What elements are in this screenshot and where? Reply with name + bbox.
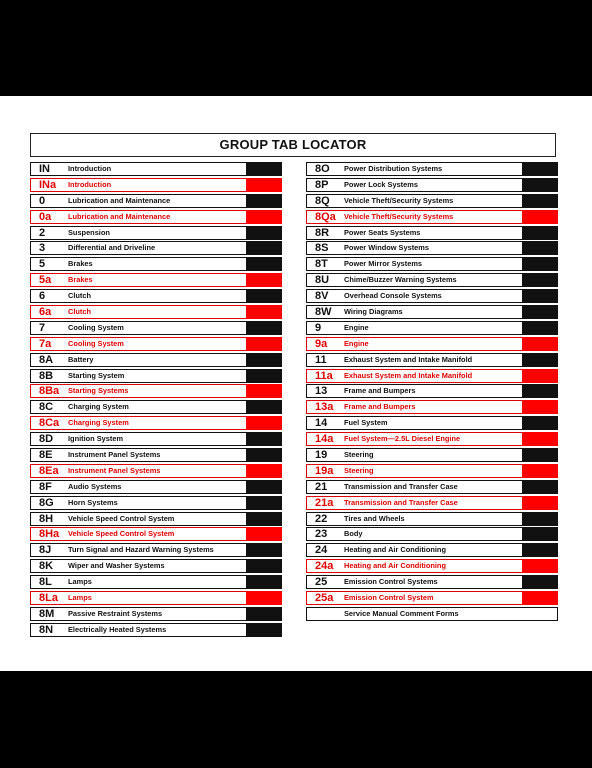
tab-marker[interactable] — [522, 543, 558, 557]
group-label: Power Seats Systems — [344, 227, 421, 237]
group-code: 6a — [39, 306, 52, 319]
group-label: Tires and Wheels — [344, 513, 405, 523]
group-code: 8Q — [315, 194, 330, 207]
group-code: 8Ha — [39, 528, 60, 541]
group-label: Transmission and Transfer Case — [344, 481, 458, 491]
tab-row[interactable] — [30, 162, 282, 176]
group-code: 9a — [315, 337, 328, 350]
tab-row[interactable] — [30, 416, 282, 430]
tab-row[interactable] — [306, 289, 558, 303]
group-code: 8U — [315, 274, 330, 287]
group-code: 21 — [315, 480, 328, 493]
group-code: 8La — [39, 592, 58, 605]
tab-row[interactable] — [30, 289, 282, 303]
tab-row[interactable] — [306, 448, 558, 462]
tab-row[interactable] — [30, 337, 282, 351]
group-label: Suspension — [68, 227, 110, 237]
tab-marker[interactable] — [522, 512, 558, 526]
group-label: Horn Systems — [68, 497, 118, 507]
group-code: 0a — [39, 210, 52, 223]
tab-marker[interactable] — [522, 448, 558, 462]
tab-row[interactable] — [30, 321, 282, 335]
group-label: Frame and Bumpers — [344, 402, 416, 412]
tab-marker[interactable] — [246, 575, 282, 589]
group-code: 23 — [315, 528, 328, 541]
tab-row[interactable] — [30, 400, 282, 414]
tab-marker[interactable] — [522, 432, 558, 446]
group-label: Lamps — [68, 593, 92, 603]
tab-marker[interactable] — [246, 384, 282, 398]
tab-marker[interactable] — [246, 289, 282, 303]
group-label: Introduction — [68, 164, 112, 173]
group-code: 3 — [39, 242, 46, 255]
group-code: 8G — [39, 496, 54, 509]
group-code: 14 — [315, 417, 328, 430]
tab-marker[interactable] — [246, 543, 282, 557]
tab-marker[interactable] — [522, 384, 558, 398]
tab-marker[interactable] — [246, 241, 282, 255]
group-code: 8B — [39, 369, 54, 382]
group-label: Service Manual Comment Forms — [344, 608, 459, 618]
tab-marker[interactable] — [522, 559, 558, 573]
tab-row[interactable] — [30, 543, 282, 557]
group-code: 8L — [39, 576, 52, 589]
group-code: 13a — [315, 401, 334, 414]
group-label: Charging System — [68, 418, 129, 428]
group-label: Lubrication and Maintenance — [68, 211, 171, 221]
tab-marker[interactable] — [246, 353, 282, 367]
group-label: Vehicle Theft/Security Systems — [344, 195, 454, 205]
group-label: Wiper and Washer Systems — [68, 561, 165, 571]
tab-row[interactable] — [30, 591, 282, 605]
group-code: 9 — [315, 321, 322, 334]
group-code: 14a — [315, 433, 334, 446]
group-code: 8Qa — [315, 210, 336, 223]
tab-marker[interactable] — [522, 257, 558, 271]
tab-row[interactable] — [30, 480, 282, 494]
tab-row[interactable] — [306, 210, 558, 224]
tab-marker[interactable] — [246, 321, 282, 335]
tab-marker[interactable] — [522, 162, 558, 176]
group-label: Vehicle Speed Control System — [68, 529, 175, 539]
group-code: 8V — [315, 290, 329, 303]
tab-row[interactable] — [306, 384, 558, 398]
group-label: Cooling System — [68, 322, 124, 332]
group-code: 8C — [39, 401, 54, 414]
tab-row[interactable] — [30, 464, 282, 478]
tab-marker[interactable] — [522, 496, 558, 510]
group-label: Power Lock Systems — [344, 179, 418, 189]
tab-marker[interactable] — [246, 607, 282, 621]
tab-marker[interactable] — [522, 194, 558, 208]
tab-marker[interactable] — [246, 432, 282, 446]
tab-row[interactable] — [30, 273, 282, 287]
group-code: 8M — [39, 607, 55, 620]
tab-marker[interactable] — [246, 257, 282, 271]
tab-row[interactable] — [306, 305, 558, 319]
tab-row[interactable] — [306, 353, 558, 367]
group-label: Starting System — [68, 370, 125, 380]
group-label: Steering — [344, 450, 374, 460]
group-code: 8J — [39, 544, 52, 557]
tab-row[interactable] — [306, 512, 558, 526]
group-label: Charging System — [68, 402, 129, 412]
tab-row[interactable] — [306, 369, 558, 383]
group-label: Exhaust System and Intake Manifold — [344, 370, 473, 380]
tab-row[interactable] — [306, 337, 558, 351]
page-title: GROUP TAB LOCATOR — [30, 133, 556, 157]
group-code: 8T — [315, 258, 328, 271]
tab-marker[interactable] — [522, 321, 558, 335]
tab-row[interactable] — [30, 527, 282, 541]
tab-row[interactable] — [30, 448, 282, 462]
group-code: 5a — [39, 274, 52, 287]
tab-row[interactable] — [30, 432, 282, 446]
tab-row[interactable] — [306, 194, 558, 208]
tab-marker[interactable] — [246, 210, 282, 224]
group-code: 8Ba — [39, 385, 60, 398]
group-code: 8Ea — [39, 464, 59, 477]
group-label: Heating and Air Conditioning — [344, 561, 446, 571]
tab-row[interactable] — [306, 527, 558, 541]
tab-marker[interactable] — [246, 178, 282, 192]
tab-row[interactable] — [306, 400, 558, 414]
tab-row[interactable] — [30, 559, 282, 573]
group-code: 8S — [315, 242, 329, 255]
tab-marker[interactable] — [522, 241, 558, 255]
tab-row[interactable] — [30, 607, 282, 621]
group-code: 8R — [315, 226, 330, 239]
tab-marker[interactable] — [522, 305, 558, 319]
document-page — [0, 96, 592, 671]
tab-row[interactable] — [30, 305, 282, 319]
tab-row[interactable] — [306, 575, 558, 589]
group-code: 8P — [315, 178, 329, 191]
tab-marker[interactable] — [522, 400, 558, 414]
group-label: Engine — [344, 322, 369, 332]
group-code: 11 — [315, 353, 327, 366]
tab-marker[interactable] — [246, 305, 282, 319]
group-code: 22 — [315, 512, 328, 525]
tab-marker[interactable] — [522, 226, 558, 240]
tab-marker[interactable] — [246, 400, 282, 414]
group-label: Turn Signal and Hazard Warning Systems — [68, 545, 214, 555]
tab-row[interactable] — [30, 257, 282, 271]
tab-row[interactable] — [30, 226, 282, 240]
tab-row[interactable] — [306, 480, 558, 494]
group-label: Lamps — [68, 577, 92, 587]
group-code: 8H — [39, 512, 54, 525]
group-code: INa — [39, 178, 57, 191]
group-label: Brakes — [68, 259, 93, 269]
tab-marker[interactable] — [246, 416, 282, 430]
group-label: Emission Control Systems — [344, 577, 438, 587]
tab-marker[interactable] — [522, 337, 558, 351]
tab-row[interactable] — [306, 543, 558, 557]
group-code: 7 — [39, 321, 46, 334]
tab-row[interactable] — [30, 575, 282, 589]
group-code: 19 — [315, 449, 328, 462]
tab-row[interactable] — [30, 496, 282, 510]
tab-row[interactable] — [306, 496, 558, 510]
tab-row[interactable] — [30, 369, 282, 383]
tab-row[interactable] — [30, 353, 282, 367]
tab-row[interactable] — [306, 273, 558, 287]
group-code: 0 — [39, 194, 46, 207]
group-label: Instrument Panel Systems — [68, 450, 161, 460]
group-code: 8K — [39, 560, 54, 573]
tab-row[interactable] — [30, 178, 282, 192]
group-label: Vehicle Speed Control System — [68, 513, 175, 523]
group-label: Brakes — [68, 275, 93, 285]
group-code: 13 — [315, 385, 328, 398]
tab-row[interactable] — [306, 464, 558, 478]
tab-row[interactable] — [30, 512, 282, 526]
tab-marker[interactable] — [246, 464, 282, 478]
tab-row[interactable] — [30, 210, 282, 224]
group-label: Battery — [68, 354, 94, 364]
tab-marker[interactable] — [522, 591, 558, 605]
tab-row[interactable] — [306, 162, 558, 176]
group-code: 2 — [39, 226, 46, 239]
group-label: Power Window Systems — [344, 243, 429, 253]
group-label: Cooling System — [68, 338, 124, 348]
tab-marker[interactable] — [246, 512, 282, 526]
group-label: Steering — [344, 465, 374, 475]
group-code: 19a — [315, 464, 334, 477]
group-code: 11a — [315, 369, 333, 382]
group-label: Clutch — [68, 307, 91, 317]
tab-marker[interactable] — [246, 496, 282, 510]
right-tab-column — [306, 162, 558, 623]
group-code: 8D — [39, 433, 54, 446]
tab-row[interactable] — [30, 241, 282, 255]
group-label: Transmission and Transfer Case — [344, 497, 458, 507]
tab-row[interactable] — [306, 591, 558, 605]
tab-row[interactable] — [306, 432, 558, 446]
tab-marker[interactable] — [246, 559, 282, 573]
group-code: 8Ca — [39, 417, 60, 430]
group-label: Power Mirror Systems — [344, 259, 423, 269]
left-tab-column — [30, 162, 282, 639]
group-label: Emission Control System — [344, 593, 434, 603]
group-code: 25a — [315, 592, 334, 605]
group-label: Heating and Air Conditioning — [344, 545, 446, 555]
tab-marker[interactable] — [522, 273, 558, 287]
tab-marker[interactable] — [246, 194, 282, 208]
tab-marker[interactable] — [522, 464, 558, 478]
tab-marker[interactable] — [522, 480, 558, 494]
group-code: 7a — [39, 337, 52, 350]
group-label: Clutch — [68, 291, 91, 301]
tab-row[interactable] — [30, 194, 282, 208]
tab-row[interactable] — [306, 178, 558, 192]
tab-row[interactable] — [306, 257, 558, 271]
group-label: Passive Restraint Systems — [68, 608, 163, 618]
group-label: Exhaust System and Intake Manifold — [344, 354, 473, 364]
group-label: Engine — [344, 338, 369, 348]
tab-marker[interactable] — [246, 162, 282, 176]
tab-row[interactable] — [30, 623, 282, 637]
tab-marker[interactable] — [246, 337, 282, 351]
tab-row[interactable] — [306, 416, 558, 430]
group-label: Lubrication and Maintenance — [68, 195, 171, 205]
group-code: IN — [39, 163, 50, 175]
tab-row[interactable] — [306, 607, 558, 621]
group-code: 5 — [39, 258, 46, 271]
group-label: Wiring Diagrams — [344, 307, 403, 317]
group-label: Audio Systems — [68, 481, 122, 491]
group-code: 8E — [39, 449, 53, 462]
tab-marker[interactable] — [522, 353, 558, 367]
group-label: Introduction — [68, 179, 112, 189]
tab-row[interactable] — [306, 559, 558, 573]
group-label: Chime/Buzzer Warning Systems — [344, 275, 457, 285]
tab-marker[interactable] — [246, 527, 282, 541]
tab-marker[interactable] — [522, 289, 558, 303]
group-label: Electrically Heated Systems — [68, 624, 167, 634]
group-code: 8W — [315, 306, 332, 319]
tab-marker[interactable] — [522, 575, 558, 589]
tab-marker[interactable] — [246, 273, 282, 287]
group-code: 8F — [39, 480, 52, 493]
group-label: Fuel System — [344, 418, 388, 428]
tab-marker[interactable] — [522, 178, 558, 192]
group-code: 8N — [39, 623, 54, 636]
tab-row[interactable] — [306, 321, 558, 335]
tab-marker[interactable] — [246, 591, 282, 605]
tab-marker[interactable] — [522, 416, 558, 430]
group-label: Vehicle Theft/Security Systems — [344, 211, 454, 221]
tab-marker[interactable] — [246, 480, 282, 494]
group-label: Power Distribution Systems — [344, 164, 443, 173]
tab-row[interactable] — [306, 241, 558, 255]
tab-marker[interactable] — [522, 369, 558, 383]
group-code: 6 — [39, 290, 46, 303]
tab-marker[interactable] — [246, 226, 282, 240]
group-code: 25 — [315, 576, 328, 589]
group-label: Overhead Console Systems — [344, 291, 442, 301]
group-label: Frame and Bumpers — [344, 386, 416, 396]
group-label: Ignition System — [68, 434, 124, 444]
group-code: 21a — [315, 496, 334, 509]
group-code: 8A — [39, 353, 54, 366]
tab-marker[interactable] — [246, 623, 282, 637]
tab-marker[interactable] — [246, 448, 282, 462]
group-label: Fuel System—2.5L Diesel Engine — [344, 434, 461, 444]
group-label: Starting Systems — [68, 386, 129, 396]
group-label: Differential and Driveline — [68, 243, 156, 253]
tab-marker[interactable] — [522, 210, 558, 224]
tab-row[interactable] — [306, 226, 558, 240]
group-code: 24 — [315, 544, 328, 557]
tab-marker[interactable] — [246, 369, 282, 383]
group-code: 24a — [315, 560, 334, 573]
group-label: Instrument Panel Systems — [68, 465, 161, 475]
group-label: Body — [344, 529, 363, 539]
group-code: 8O — [315, 163, 330, 175]
tab-marker[interactable] — [522, 527, 558, 541]
tab-row[interactable] — [30, 384, 282, 398]
